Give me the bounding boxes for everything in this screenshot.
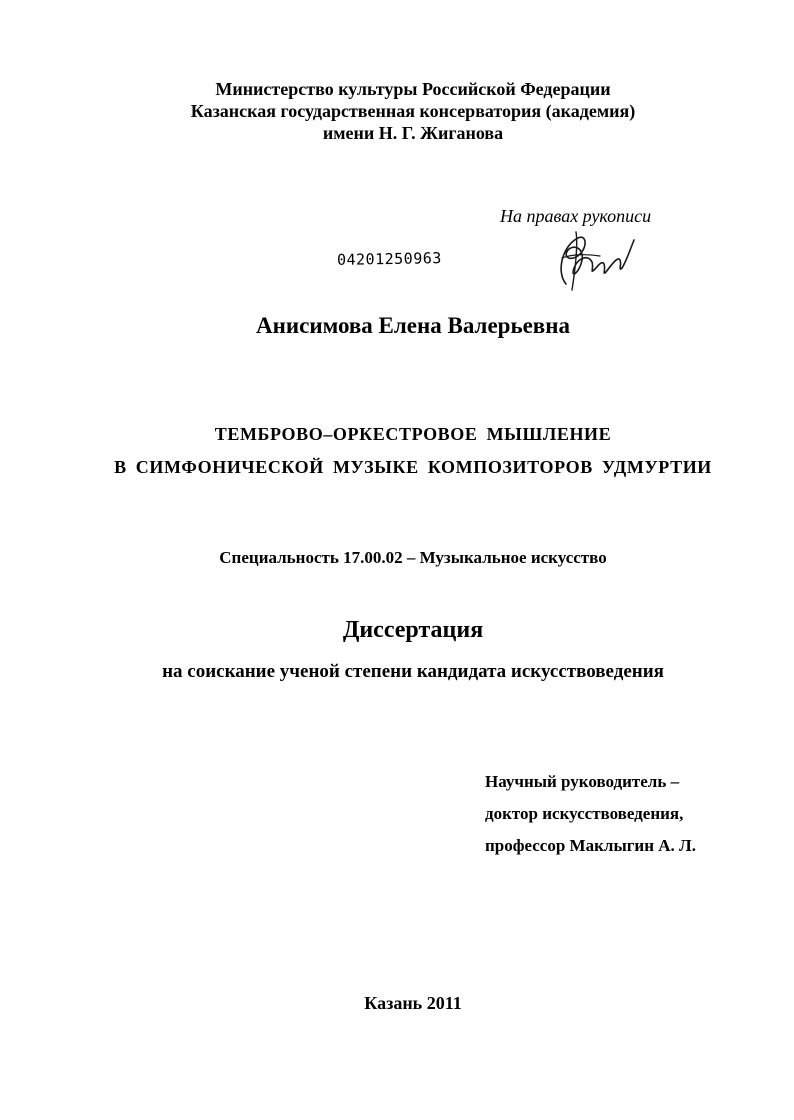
document-type-heading: Диссертация (342, 617, 484, 643)
supervisor-block (485, 766, 696, 862)
supervisor-role: Научный руководитель – (485, 772, 680, 791)
manuscript-rights-note: На правах рукописи (500, 206, 652, 226)
supervisor-name: профессор Маклыгин А. Л. (485, 836, 696, 855)
title-line-1: ТЕМБРОВО–ОРКЕСТРОВОЕ МЫШЛЕНИЕ (214, 424, 612, 444)
title-line-2: В СИМФОНИЧЕСКОЙ МУЗЫКЕ КОМПОЗИТОРОВ УДМУРТИИ (114, 457, 712, 477)
degree-line: на соискание ученой степени кандидата искусствоведения (162, 661, 664, 682)
supervisor-degree: доктор искусствоведения, (485, 804, 684, 823)
registration-stamp-number: 04201250963 (336, 249, 442, 269)
institution-header (0, 78, 794, 144)
specialty-line: Специальность 17.00.02 – Музыкальное искусство (219, 548, 607, 567)
author-name: Анисимова Елена Валерьевна (256, 313, 570, 338)
ministry-line: Министерство культуры Российской Федерации (215, 79, 611, 99)
city-year-footer: Казань 2011 (364, 993, 462, 1013)
dissertation-title (0, 418, 794, 484)
named-after-line: имени Н. Г. Жиганова (322, 123, 504, 143)
conservatory-line: Казанская государственная консерватория (академия) (190, 101, 636, 121)
handwritten-signature (548, 224, 638, 294)
